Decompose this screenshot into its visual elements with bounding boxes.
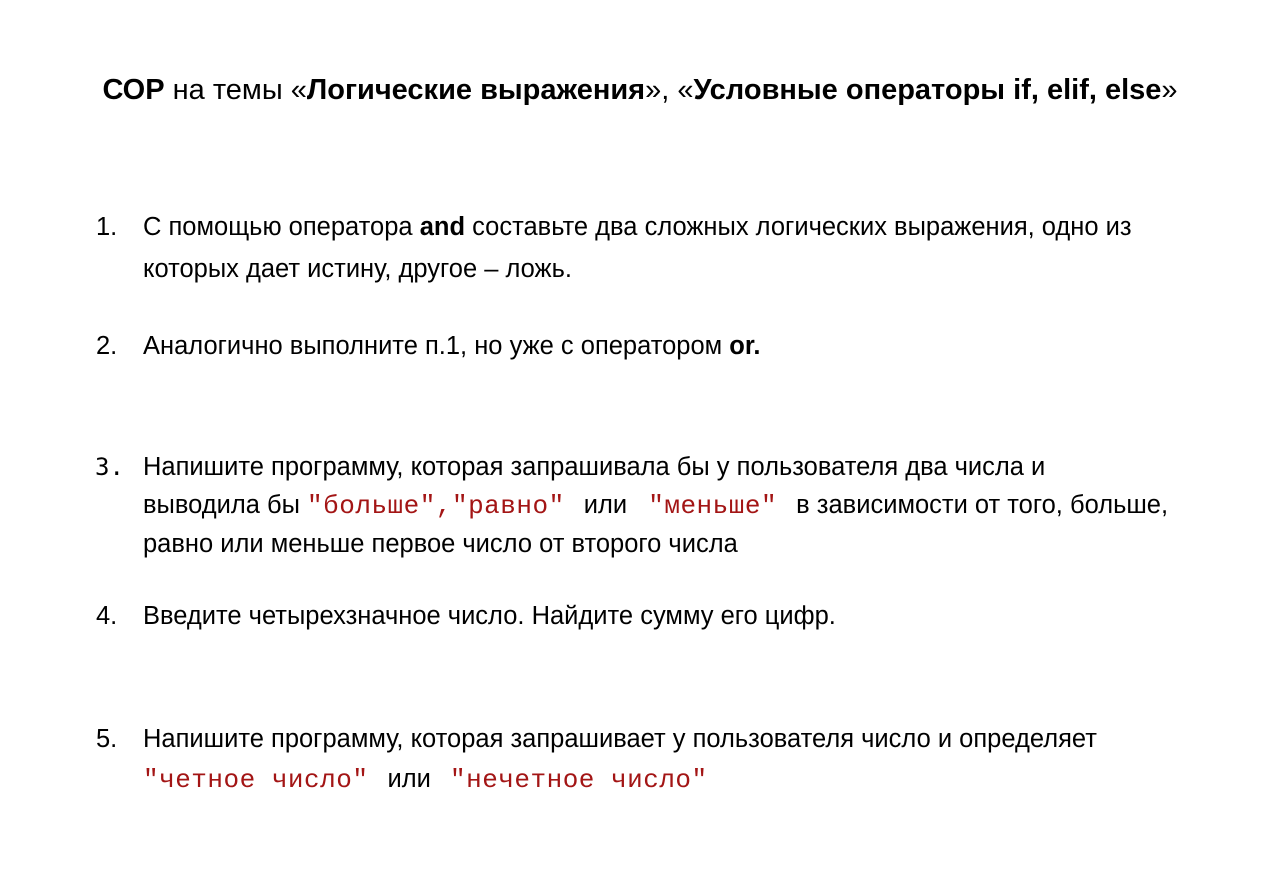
item-line: которых дает истину, другое – ложь. bbox=[143, 255, 572, 283]
text-run: в зависимости от того, больше, bbox=[789, 491, 1169, 519]
item-number: 4. bbox=[96, 602, 118, 630]
item-line bbox=[143, 486, 1253, 525]
item-line: Введите четырехзначное число. Найдите сумму его цифр. bbox=[143, 602, 836, 630]
title-part-6: » bbox=[1161, 74, 1178, 106]
item-text bbox=[143, 719, 1253, 800]
code-string: "четное число" bbox=[143, 765, 369, 795]
text-run: выводила бы bbox=[143, 491, 308, 519]
code-string: "больше","равно" bbox=[307, 491, 565, 521]
title-part-2: на темы « bbox=[164, 74, 307, 106]
code-string: "меньше" bbox=[648, 491, 778, 521]
code-string: "нечетное число" bbox=[449, 765, 708, 795]
text-run: С помощью оператора bbox=[143, 213, 420, 241]
title-part-1: СОР bbox=[102, 74, 165, 106]
keyword-or: or. bbox=[729, 332, 761, 360]
item-line: равно или меньше первое число от второго числа bbox=[143, 530, 738, 558]
item-number: 5. bbox=[96, 725, 118, 753]
item-line: Напишите программу, которая запрашивала бы у пользователя два числа и bbox=[143, 453, 1046, 481]
item-text bbox=[143, 206, 1253, 290]
text-run: или bbox=[380, 765, 438, 793]
text-run: или bbox=[576, 491, 635, 519]
item-line bbox=[143, 206, 1253, 248]
text-run: Аналогично выполните п.1, но уже с оператором bbox=[143, 332, 730, 360]
title-part-5: Условные операторы if, elif, else bbox=[693, 74, 1162, 106]
item-number: 3. bbox=[95, 453, 124, 481]
item-text bbox=[143, 448, 1253, 563]
item-line bbox=[143, 326, 1253, 366]
item-line bbox=[143, 759, 1253, 800]
item-number: 1. bbox=[96, 213, 118, 241]
item-line: Напишите программу, которая запрашивает у пользователя число и определяет bbox=[143, 725, 1097, 753]
item-text bbox=[143, 326, 1253, 366]
keyword-and: and bbox=[419, 213, 466, 241]
text-run: составьте два сложных логических выражения, одно из bbox=[465, 213, 1132, 241]
title-part-3: Логические выражения bbox=[306, 74, 646, 106]
title-part-4: », « bbox=[645, 74, 694, 106]
page-title bbox=[0, 70, 1280, 110]
item-text bbox=[143, 596, 1253, 636]
item-number: 2. bbox=[96, 332, 118, 360]
